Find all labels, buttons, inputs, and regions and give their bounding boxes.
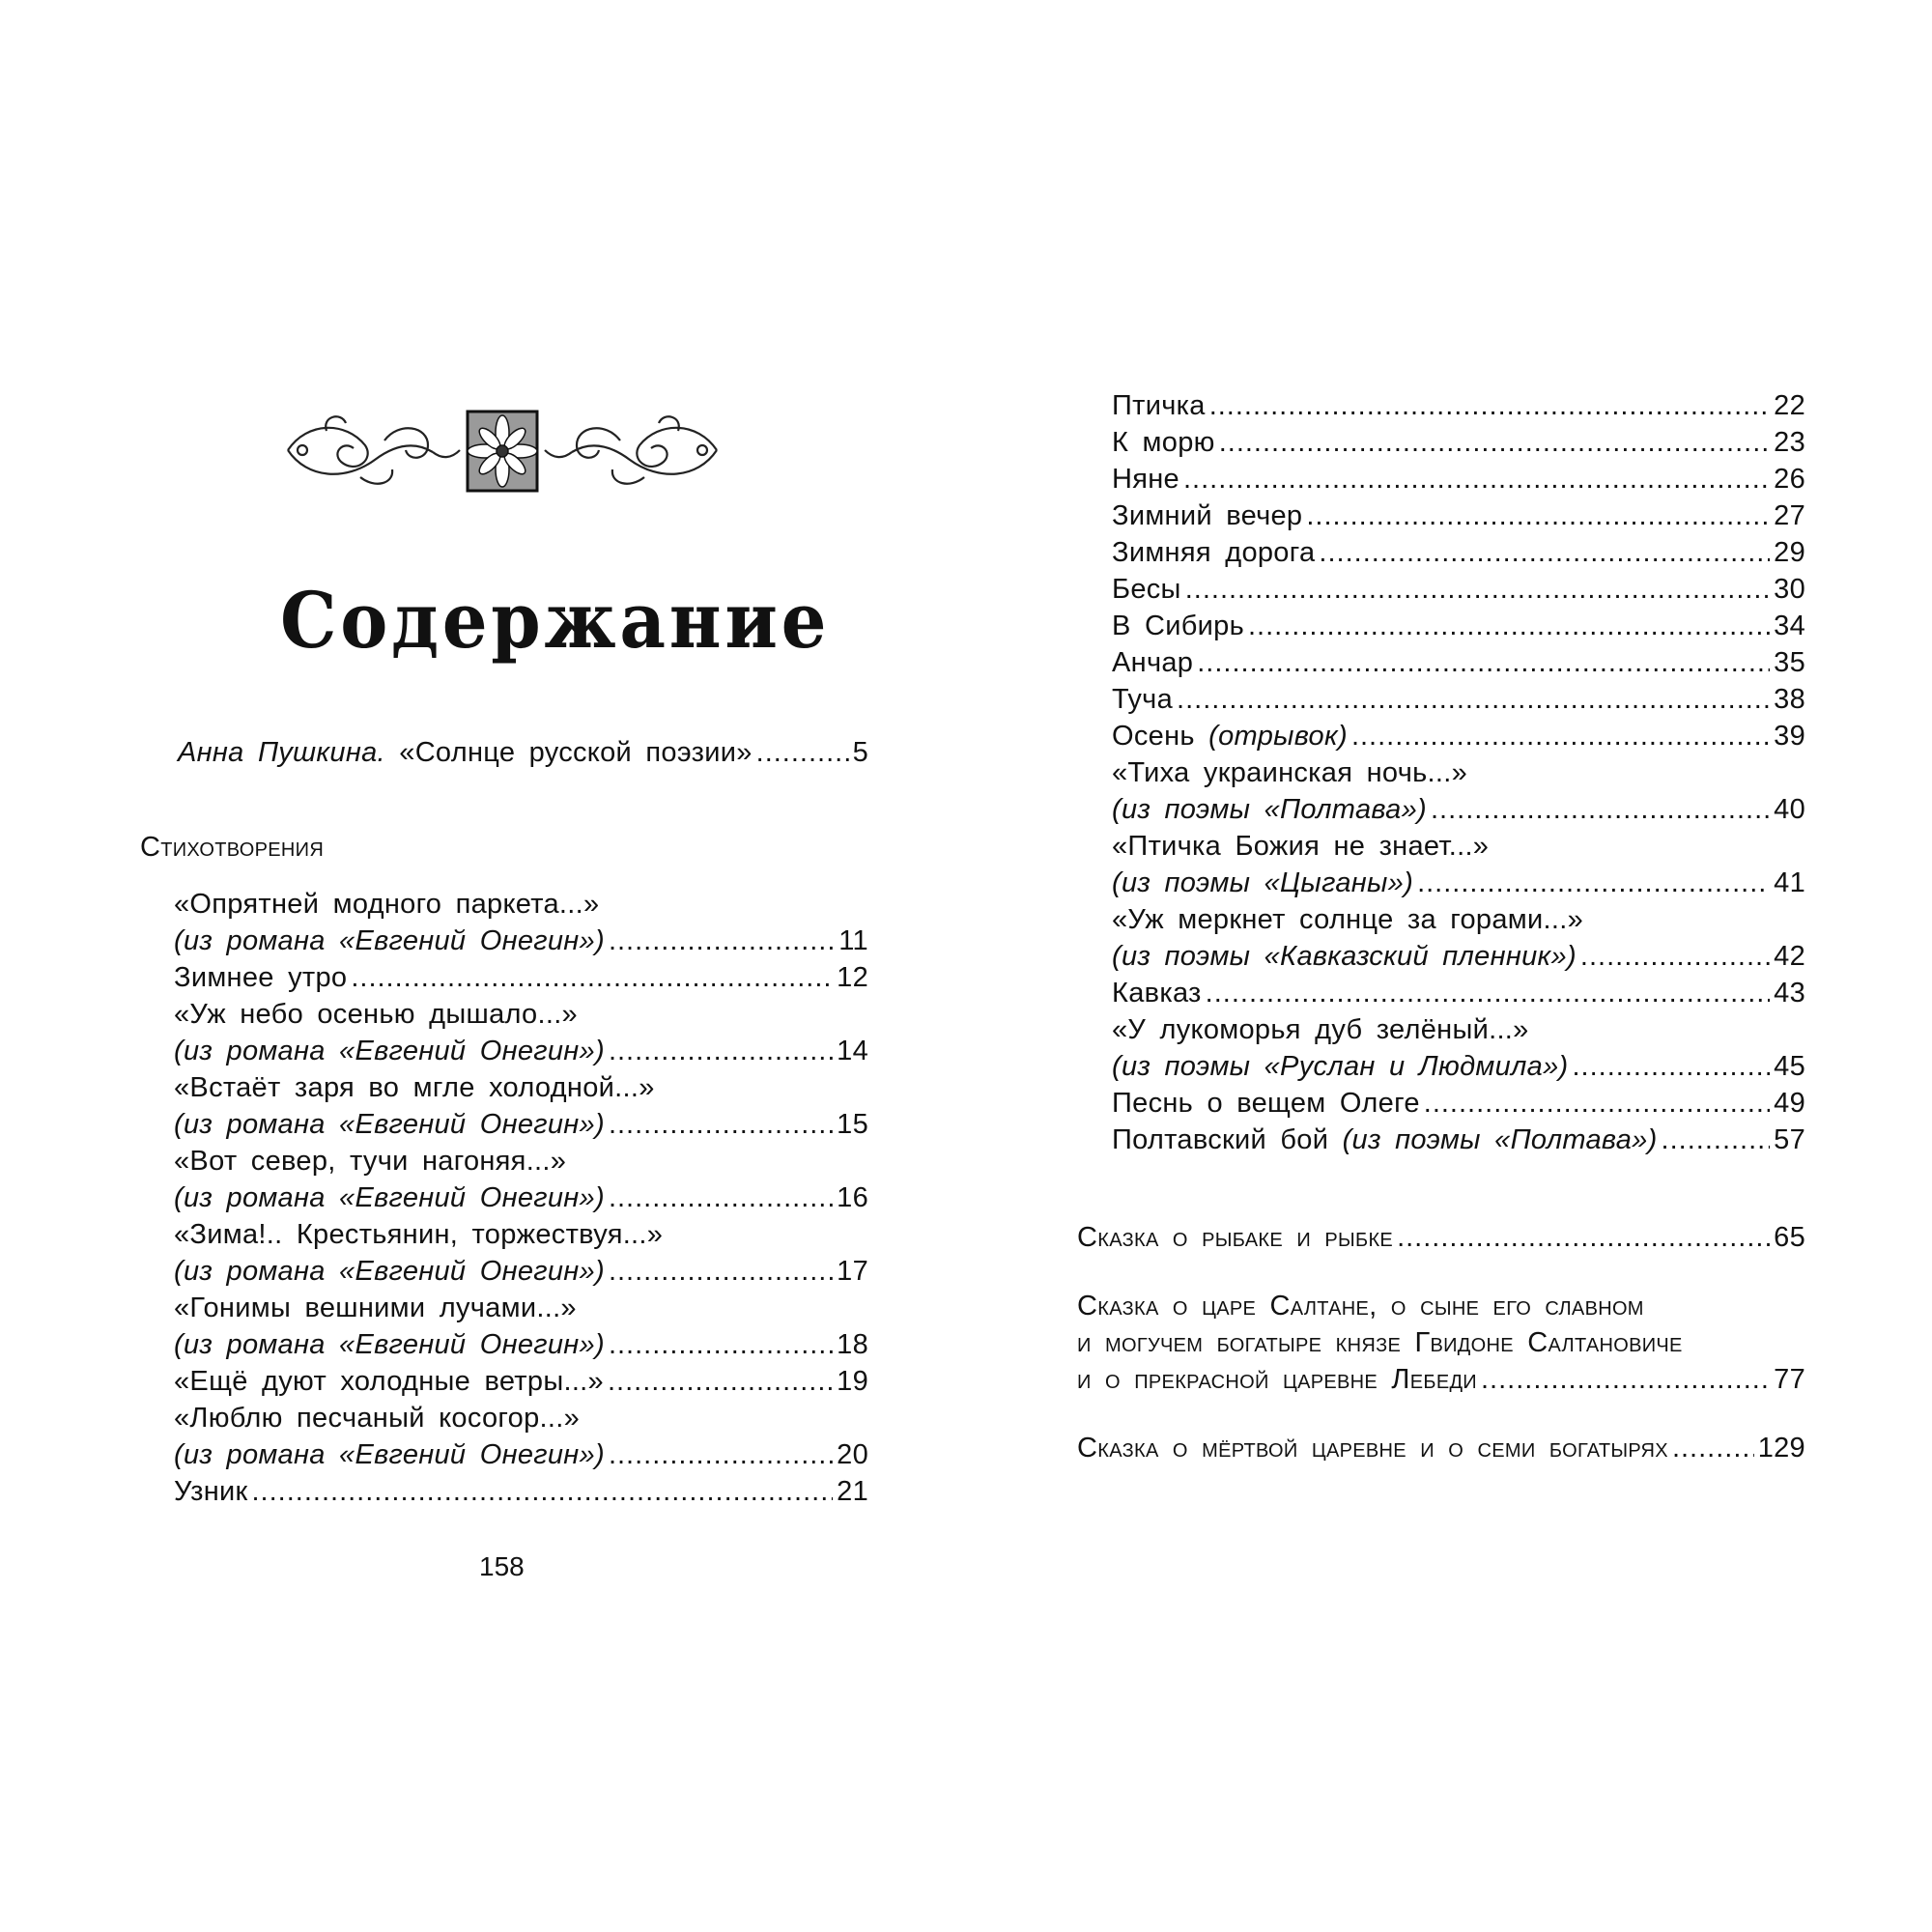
dot-leader: [1431, 791, 1770, 828]
toc-entry[interactable]: Птичка ..... 22: [1112, 387, 1805, 424]
section-heading: Стихотворения: [140, 832, 325, 863]
page-ref: 43: [1774, 978, 1805, 1009]
dot-leader: [1481, 1361, 1770, 1398]
page-ref: 129: [1757, 1433, 1805, 1463]
toc-entry[interactable]: Узник ..... 21: [174, 1473, 868, 1510]
toc-entry-source[interactable]: (из поэмы «Руслан и Людмила») ..... 45: [1112, 1048, 1805, 1085]
page-ref: 18: [837, 1329, 868, 1360]
toc-entry[interactable]: Зимнее утро ..... 12: [174, 959, 868, 996]
toc-entry[interactable]: Зимняя дорога ..... 29: [1112, 534, 1805, 571]
page-ref: 29: [1774, 537, 1805, 568]
toc-entry-title[interactable]: «Гонимы вешними лучами...»: [174, 1293, 577, 1323]
page-ref: 14: [837, 1036, 868, 1066]
dot-leader: [1183, 461, 1770, 497]
dot-leader: [608, 1363, 833, 1400]
toc-entry[interactable]: Песнь о вещем Олеге ..... 49: [1112, 1085, 1805, 1122]
page-ref: 15: [837, 1109, 868, 1140]
dot-leader: [1319, 534, 1770, 571]
toc-entry-intro[interactable]: [178, 734, 868, 771]
page-ref: 35: [1774, 647, 1805, 678]
page-ref: 34: [1774, 611, 1805, 641]
page-ref: 23: [1774, 427, 1805, 458]
dot-leader: [1580, 938, 1770, 975]
toc-entry-tale-line[interactable]: и могучем богатыре князе Гвидоне Салтановиче: [1077, 1327, 1683, 1358]
toc-entry[interactable]: Туча ..... 38: [1112, 681, 1805, 718]
toc-entry-tale-line[interactable]: Сказка о царе Салтане, о сыне его славном: [1077, 1291, 1644, 1321]
toc-entry-title[interactable]: «Вот север, тучи нагоняя...»: [174, 1146, 567, 1177]
page-ref: 17: [837, 1256, 868, 1287]
page-number: 158: [479, 1551, 525, 1581]
toc-entry-tale[interactable]: Сказка о рыбаке и рыбке ..... 65: [1077, 1219, 1805, 1256]
page-ref: 77: [1774, 1364, 1805, 1395]
page-ref: 39: [1774, 721, 1805, 752]
dot-leader: [351, 959, 833, 996]
toc-entry-source[interactable]: (из поэмы «Цыганы») ..... 41: [1112, 865, 1805, 901]
page-ref: 16: [837, 1182, 868, 1213]
dot-leader: [252, 1473, 834, 1510]
toc-entry[interactable]: Няне ..... 26: [1112, 461, 1805, 497]
page-ref: 65: [1774, 1222, 1805, 1253]
toc-entry[interactable]: Бесы ..... 30: [1112, 571, 1805, 608]
dot-leader: [1424, 1085, 1770, 1122]
dot-leader: [1185, 571, 1770, 608]
dot-leader: [609, 923, 835, 959]
toc-entry-source[interactable]: (из романа «Евгений Онегин») ..... 17: [174, 1253, 868, 1290]
page-ref: 21: [837, 1476, 868, 1507]
page-ref: 5: [852, 737, 868, 768]
dot-leader: [1248, 608, 1770, 644]
dot-leader: [609, 1326, 833, 1363]
dot-leader: [1417, 865, 1770, 901]
toc-entry[interactable]: Полтавский бой (из поэмы «Полтава») ..... 57: [1112, 1122, 1805, 1158]
toc-entry-title[interactable]: «Зима!.. Крестьянин, торжествуя...»: [174, 1219, 664, 1250]
toc-entry[interactable]: Осень (отрывок) ..... 39: [1112, 718, 1805, 754]
dot-leader: [1397, 1219, 1770, 1256]
dot-leader: [609, 1179, 833, 1216]
dot-leader: [1197, 644, 1770, 681]
toc-entry-title[interactable]: «Птичка Божия не знает...»: [1112, 831, 1490, 862]
toc-entry-title[interactable]: «Уж небо осенью дышало...»: [174, 999, 578, 1030]
toc-entry-title[interactable]: «Встаёт заря во мгле холодной...»: [174, 1072, 655, 1103]
page-ref: 22: [1774, 390, 1805, 421]
dot-leader: [1662, 1122, 1771, 1158]
dot-leader: [609, 1033, 833, 1069]
dot-leader: [1209, 387, 1770, 424]
toc-entry[interactable]: К морю ..... 23: [1112, 424, 1805, 461]
toc-entry-title[interactable]: «У лукоморья дуб зелёный...»: [1112, 1014, 1529, 1045]
entry-note: (отрывок): [1208, 721, 1348, 752]
toc-entry-source[interactable]: (из романа «Евгений Онегин») ..... 18: [174, 1326, 868, 1363]
toc-entry[interactable]: Анчар ..... 35: [1112, 644, 1805, 681]
toc-entry-source[interactable]: (из романа «Евгений Онегин») ..... 16: [174, 1179, 868, 1216]
dot-leader: [1206, 975, 1770, 1011]
dot-leader: [609, 1106, 833, 1143]
page-ref: 26: [1774, 464, 1805, 495]
dot-leader: [1219, 424, 1770, 461]
page-ref: 20: [837, 1439, 868, 1470]
toc-entry-tale[interactable]: и о прекрасной царевне Лебеди ..... 77: [1077, 1361, 1805, 1398]
ornament-icon: [269, 402, 736, 498]
toc-entry-source[interactable]: (из поэмы «Полтава») ..... 40: [1112, 791, 1805, 828]
toc-entry-tale[interactable]: Сказка о мёртвой царевне и о семи богатырях ..... 129: [1077, 1430, 1805, 1466]
page-title: Содержание: [280, 575, 831, 666]
toc-entry-source[interactable]: (из романа «Евгений Онегин») ..... 11: [174, 923, 868, 959]
dot-leader: [1351, 718, 1770, 754]
toc-entry-source[interactable]: (из романа «Евгений Онегин») ..... 20: [174, 1436, 868, 1473]
page-ref: 49: [1774, 1088, 1805, 1119]
dot-leader: [1672, 1430, 1754, 1466]
page-ref: 38: [1774, 684, 1805, 715]
dot-leader: [1572, 1048, 1770, 1085]
page-ref: 41: [1774, 867, 1805, 898]
dot-leader: [1177, 681, 1770, 718]
toc-entry-source[interactable]: (из романа «Евгений Онегин») ..... 14: [174, 1033, 868, 1069]
page-ref: 19: [837, 1366, 868, 1397]
dot-leader: [1306, 497, 1770, 534]
page-ref: 57: [1774, 1124, 1805, 1155]
toc-entry[interactable]: Кавказ ..... 43: [1112, 975, 1805, 1011]
toc-entry-title[interactable]: «Люблю песчаный косогор...»: [174, 1403, 580, 1434]
page-ref: 27: [1774, 500, 1805, 531]
toc-entry-title[interactable]: «Уж меркнет солнце за горами...»: [1112, 904, 1584, 935]
page-ref: 30: [1774, 574, 1805, 605]
toc-entry[interactable]: Зимний вечер ..... 27: [1112, 497, 1805, 534]
dot-leader: [609, 1436, 833, 1473]
intro-title: «Солнце русской поэзии»: [399, 737, 753, 768]
toc-entry-title[interactable]: «Тиха украинская ночь...»: [1112, 757, 1468, 788]
toc-entry-title[interactable]: «Опрятней модного паркета...»: [174, 889, 600, 920]
toc-entry[interactable]: «Ещё дуют холодные ветры...» ..... 19: [174, 1363, 868, 1400]
page-ref: 12: [837, 962, 868, 993]
intro-author: Анна Пушкина.: [178, 737, 385, 768]
dot-leader: [609, 1253, 833, 1290]
entry-note: (из поэмы «Полтава»): [1342, 1124, 1658, 1155]
toc-entry[interactable]: В Сибирь ..... 34: [1112, 608, 1805, 644]
toc-entry-source[interactable]: (из романа «Евгений Онегин») ..... 15: [174, 1106, 868, 1143]
page-ref: 42: [1774, 941, 1805, 972]
toc-entry-source[interactable]: (из поэмы «Кавказский пленник») ..... 42: [1112, 938, 1805, 975]
page-ref: 11: [838, 925, 868, 956]
dot-leader: [756, 734, 849, 771]
page-ref: 45: [1774, 1051, 1805, 1082]
page-ref: 40: [1774, 794, 1805, 825]
